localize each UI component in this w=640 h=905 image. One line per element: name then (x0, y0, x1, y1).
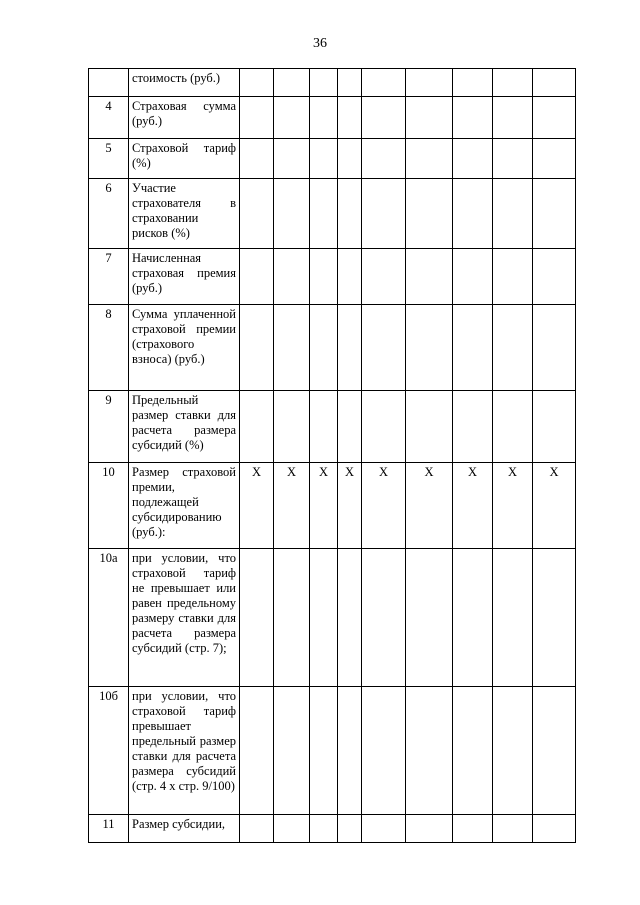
value-cell (240, 305, 274, 391)
value-cell (406, 69, 453, 97)
value-cell (493, 179, 533, 249)
value-cell (338, 97, 362, 139)
value-cell (240, 549, 274, 687)
value-cell (406, 391, 453, 463)
value-cell (453, 687, 493, 815)
value-cell: X (453, 463, 493, 549)
row-label: Страховой тариф (%) (129, 139, 240, 179)
value-cell (362, 815, 406, 843)
value-cell (362, 179, 406, 249)
value-cell (240, 139, 274, 179)
value-cell: X (240, 463, 274, 549)
value-cell (240, 69, 274, 97)
row-number: 10 (89, 463, 129, 549)
value-cell (338, 391, 362, 463)
value-cell (338, 549, 362, 687)
value-cell (362, 687, 406, 815)
value-cell (453, 179, 493, 249)
value-cell (493, 139, 533, 179)
table-row (89, 305, 576, 391)
value-cell (338, 249, 362, 305)
value-cell (310, 249, 338, 305)
value-cell (338, 139, 362, 179)
value-cell (274, 179, 310, 249)
table-row (89, 69, 576, 97)
value-cell (310, 687, 338, 815)
value-cell (493, 69, 533, 97)
row-label: Участие страхователя в страховании рисков (%) (129, 179, 240, 249)
value-cell (453, 249, 493, 305)
table-row (89, 97, 576, 139)
value-cell (493, 687, 533, 815)
value-cell (310, 391, 338, 463)
value-cell (493, 815, 533, 843)
value-cell: X (274, 463, 310, 549)
value-cell (362, 139, 406, 179)
value-cell (453, 97, 493, 139)
row-number: 5 (89, 139, 129, 179)
value-cell (406, 549, 453, 687)
row-label: стоимость (руб.) (129, 69, 240, 97)
value-cell (453, 549, 493, 687)
value-cell (493, 97, 533, 139)
row-number: 8 (89, 305, 129, 391)
row-number: 6 (89, 179, 129, 249)
value-cell (493, 305, 533, 391)
value-cell (338, 69, 362, 97)
value-cell (338, 179, 362, 249)
value-cell: X (533, 463, 576, 549)
table-row (89, 549, 576, 687)
row-number: 9 (89, 391, 129, 463)
row-label: Размер страховой премии, подлежащей субсидированию (руб.): (129, 463, 240, 549)
value-cell (362, 391, 406, 463)
value-cell (240, 97, 274, 139)
value-cell: X (406, 463, 453, 549)
value-cell (362, 249, 406, 305)
value-cell (240, 687, 274, 815)
value-cell (274, 305, 310, 391)
value-cell (453, 305, 493, 391)
value-cell (274, 549, 310, 687)
value-cell (493, 391, 533, 463)
value-cell (274, 815, 310, 843)
value-cell (310, 305, 338, 391)
value-cell (362, 305, 406, 391)
row-label: Страховая сумма (руб.) (129, 97, 240, 139)
value-cell (274, 249, 310, 305)
value-cell (362, 97, 406, 139)
value-cell: X (338, 463, 362, 549)
value-cell (533, 305, 576, 391)
value-cell (338, 815, 362, 843)
value-cell (310, 139, 338, 179)
value-cell (493, 549, 533, 687)
value-cell (274, 687, 310, 815)
table-row (89, 249, 576, 305)
value-cell: X (362, 463, 406, 549)
value-cell (533, 815, 576, 843)
row-number: 11 (89, 815, 129, 843)
value-cell (310, 97, 338, 139)
row-number: 10а (89, 549, 129, 687)
value-cell (533, 179, 576, 249)
table-row (89, 179, 576, 249)
value-cell (240, 179, 274, 249)
row-label: Предельный размер ставки для расчета размера субсидий (%) (129, 391, 240, 463)
value-cell (310, 549, 338, 687)
row-number: 7 (89, 249, 129, 305)
value-cell (240, 815, 274, 843)
value-cell (362, 549, 406, 687)
value-cell (406, 249, 453, 305)
value-cell (406, 815, 453, 843)
value-cell (338, 687, 362, 815)
value-cell (406, 305, 453, 391)
page-number: 36 (313, 36, 327, 51)
value-cell (338, 305, 362, 391)
value-cell: X (310, 463, 338, 549)
value-cell (453, 69, 493, 97)
value-cell (453, 815, 493, 843)
value-cell (453, 139, 493, 179)
value-cell (533, 139, 576, 179)
value-cell: X (493, 463, 533, 549)
value-cell (533, 391, 576, 463)
table-row (89, 463, 576, 549)
value-cell (533, 249, 576, 305)
row-number: 4 (89, 97, 129, 139)
value-cell (310, 815, 338, 843)
table-row (89, 391, 576, 463)
value-cell (493, 249, 533, 305)
row-label: Размер субсидии, (129, 815, 240, 843)
row-label: при условии, что страховой тариф превышает предельный размер ставки для расчета размера субсидий (стр. 4 х стр. 9/100) (129, 687, 240, 815)
value-cell (362, 69, 406, 97)
value-cell (310, 69, 338, 97)
value-cell (274, 69, 310, 97)
table-row (89, 139, 576, 179)
value-cell (274, 139, 310, 179)
value-cell (240, 249, 274, 305)
value-cell (533, 549, 576, 687)
value-cell (274, 391, 310, 463)
row-number (89, 69, 129, 97)
subsidy-calculation-table (88, 68, 576, 843)
value-cell (533, 687, 576, 815)
value-cell (240, 391, 274, 463)
row-number: 10б (89, 687, 129, 815)
value-cell (310, 179, 338, 249)
value-cell (533, 69, 576, 97)
value-cell (274, 97, 310, 139)
value-cell (406, 97, 453, 139)
table-row (89, 687, 576, 815)
value-cell (533, 97, 576, 139)
table-row (89, 815, 576, 843)
value-cell (406, 179, 453, 249)
row-label: Начисленная страховая премия (руб.) (129, 249, 240, 305)
value-cell (406, 687, 453, 815)
value-cell (453, 391, 493, 463)
value-cell (406, 139, 453, 179)
row-label: Сумма уплаченной страховой премии (страхового взноса) (руб.) (129, 305, 240, 391)
row-label: при условии, что страховой тариф не превышает или равен предельному размеру ставки для расчета размера субсидий (стр. 7); (129, 549, 240, 687)
